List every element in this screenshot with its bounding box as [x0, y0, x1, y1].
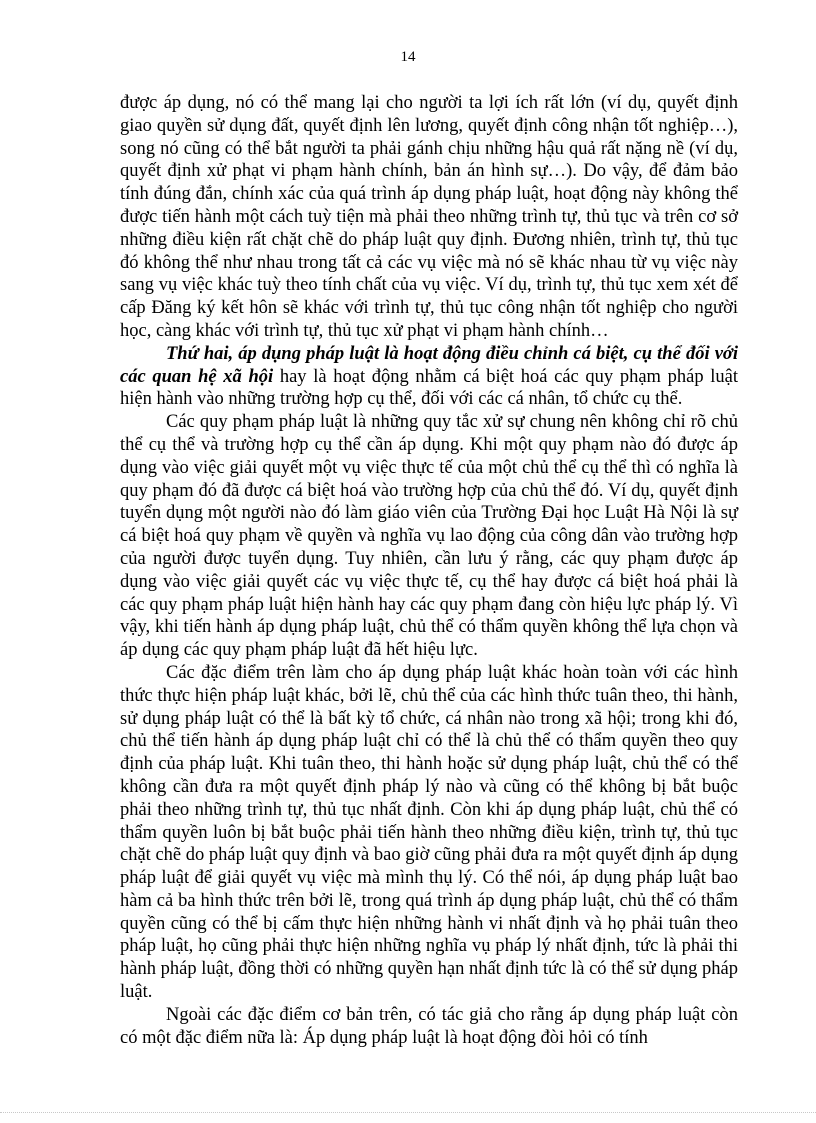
- paragraph-additional-feature: Ngoài các đặc điểm cơ bản trên, có tác giả cho rằng áp dụng pháp luật còn có một đặc điểm nữa là: Áp dụng pháp luật là hoạt động đòi hỏi có tính: [120, 1004, 738, 1048]
- footer-divider: [0, 1112, 816, 1113]
- paragraph-lead-bold-italic: Thứ hai, áp dụng pháp luật là hoạt động điều chỉnh cá biệt, cụ thể đối với các quan hệ xã hội: [120, 343, 738, 387]
- paragraph-continuation: được áp dụng, nó có thể mang lại cho người ta lợi ích rất lớn (ví dụ, quyết định giao quyền sử dụng đất, quyết định lên lương, quyết định công nhận tốt nghiệp…), song nó cũng có thể bắt người ta phải gánh chịu những hậu quả rất nặng nề (ví dụ, quyết định xử phạt vi phạm hành chính, bản án hình sự…). Do vậy, để đảm bảo tính đúng đắn, chính xác của quá trình áp dụng pháp luật, hoạt động này không thể được tiến hành một cách tuỳ tiện mà phải theo những trình tự, thủ tục và trên cơ sở những điều kiện rất chặt chẽ do pháp luật quy định. Đương nhiên, trình tự, thủ tục đó không thể như nhau trong tất cả các vụ việc mà nó sẽ khác nhau từ vụ việc này sang vụ việc khác tuỳ theo tính chất của vụ việc. Ví dụ, trình tự, thủ tục xem xét để cấp Đăng ký kết hôn sẽ khác với trình tự, thủ tục công nhận tốt nghiệp cho người học, càng khác với trình tự, thủ tục xử phạt vi phạm hành chính…: [120, 93, 738, 341]
- paragraph-characteristics: Các đặc điểm trên làm cho áp dụng pháp luật khác hoàn toàn với các hình thức thực hiện pháp luật khác, bởi lẽ, chủ thể của các hình thức tuân theo, thi hành, sử dụng pháp luật có thể là bất kỳ tổ chức, cá nhân nào trong xã hội; trong khi đó, chủ thể tiến hành áp dụng pháp luật chỉ có thể là chủ thể có thẩm quyền theo quy định của pháp luật. Khi tuân theo, thi hành hoặc sử dụng pháp luật, chủ thể có thể không cần đưa ra một quyết định pháp lý nào và cũng có thể không bị bắt buộc phải theo những trình tự, thủ tục nhất định. Còn khi áp dụng pháp luật, chủ thể có thẩm quyền luôn bị bắt buộc phải tiến hành theo những điều kiện, trình tự, thủ tục chặt chẽ do pháp luật quy định và bao giờ cũng phải đưa ra một quyết định áp dụng pháp luật để giải quyết vụ việc mà mình thụ lý. Có thể nói, áp dụng pháp luật bao hàm cả ba hình thức trên bởi lẽ, trong quá trình áp dụng pháp luật, chủ thể có thẩm quyền cũng có thể bị cấm thực hiện những hành vi nhất định và họ phải tuân theo pháp luật, họ cũng phải thực hiện những nghĩa vụ pháp lý nhất định, tức là phải thi hành pháp luật, đồng thời có những quyền hạn nhất định tức là có thể sử dụng pháp luật.: [120, 662, 738, 1003]
- paragraph-text: hay là hoạt động nhằm cá biệt hoá các quy phạm pháp luật hiện hành vào những trường hợp cụ thể, đối với các cá nhân, tổ chức cụ thể.: [120, 366, 738, 410]
- page-number: 14: [400, 49, 416, 65]
- paragraph-second-feature: [120, 343, 738, 411]
- paragraph-legal-norms: Các quy phạm pháp luật là những quy tắc xử sự chung nên không chỉ rõ chủ thể cụ thể và trường hợp cụ thể cần áp dụng. Khi một quy phạm nào đó được áp dụng vào việc giải quyết một vụ việc thực tế của một chủ thể cụ thể thì có nghĩa là quy phạm đó đã được cá biệt hoá vào trường hợp của chủ thể đó. Ví dụ, quyết định tuyển dụng một người nào đó làm giáo viên của Trường Đại học Luật Hà Nội là sự cá biệt hoá quy phạm về quyền và nghĩa vụ lao động của công dân vào trường hợp của người được tuyển dụng. Tuy nhiên, cần lưu ý rằng, các quy phạm được áp dụng vào việc giải quyết các vụ việc thực tế, cụ thể hay được cá biệt hoá phải là các quy phạm pháp luật hiện hành hay các quy phạm đang còn hiệu lực pháp lý. Vì vậy, khi tiến hành áp dụng pháp luật, chủ thể có thẩm quyền không thể lựa chọn và áp dụng các quy phạm pháp luật đã hết hiệu lực.: [120, 412, 738, 661]
- body-text: [120, 92, 738, 1049]
